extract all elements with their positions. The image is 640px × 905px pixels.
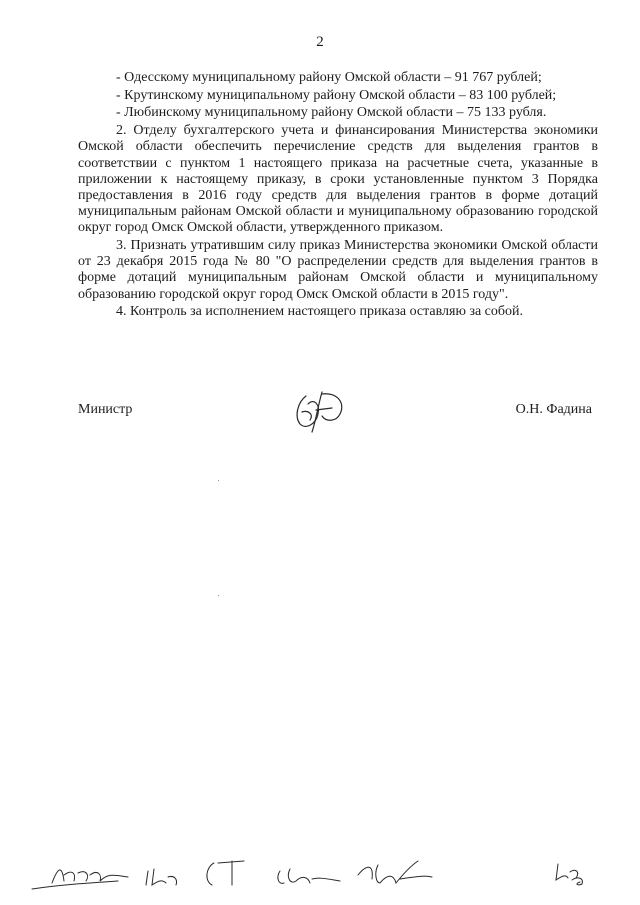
allocation-line-lyubinsky: - Любинскому муниципальному району Омской области – 75 133 рубля.: [116, 105, 547, 121]
paragraph-2: 2. Отделу бухгалтерского учета и финансирования Министерства экономики Омской области обеспечить перечисление средств для выделения грантов в соответствии с пунктом 1 настоящего приказа на расчетные счета, указанные в приложении к настоящему приказу, в сроки установленные пунктом 3 Порядка предоставления в 2016 году средств для выделения грантов в форме дотаций муниципальным районам Омской области и муниципальному образованию городской округ город Омск Омской области, утвержденного приказом.: [78, 123, 598, 236]
paragraph-3: 3. Признать утратившим силу приказ Министерства экономики Омской области от 23 декабря 2015 года № 80 "О распределении средств для выделения грантов в форме дотаций муниципальным районам Омской области и муниципальному образованию городской округ город Омск Омской области в 2015 году".: [78, 238, 598, 302]
signatory-title: Министр: [78, 402, 133, 417]
document-body: [78, 70, 598, 322]
allocation-line-odessky: - Одесскому муниципальному району Омской области – 91 767 рублей;: [116, 70, 542, 85]
handwritten-signature: [288, 388, 358, 434]
scan-speck: [218, 480, 219, 481]
signature-block: [78, 396, 598, 446]
signatory-name: О.Н. Фадина: [515, 402, 592, 417]
approval-initials: [28, 855, 448, 895]
page-number: 2: [316, 34, 324, 50]
scan-speck: [218, 595, 219, 596]
page-initials: [552, 858, 588, 888]
paragraph-4: 4. Контроль за исполнением настоящего приказа оставляю за собой.: [116, 304, 524, 320]
allocation-line-krutinsky: - Крутинскому муниципальному району Омской области – 83 100 рублей;: [116, 87, 557, 103]
